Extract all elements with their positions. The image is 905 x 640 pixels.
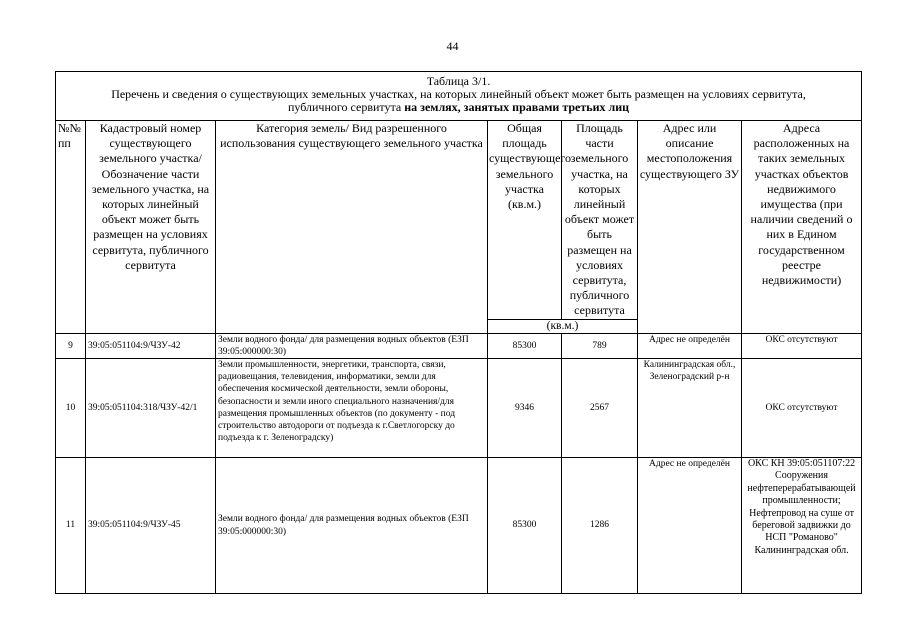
row-num: 9 [56,333,86,358]
caption-line-last: публичного сервитута на землях, занятых правами третьих лиц [287,100,630,114]
table-row [56,458,862,594]
row-total-area: 9346 [488,359,562,458]
header-cadastral: Кадастровый номер существующего земельного участка/ Обозначение части земельного участка, на которых линейный объект может быть размещен на условиях сервитута, публичного сервитута [86,121,216,334]
header-total-area: Общая площадь существующего земельного участка (кв.м.) [488,121,562,320]
row-part-area: 1286 [562,458,638,594]
row-objects: ОКС КН 39:05:051107:22 Сооружения нефтеперерабатывающей промышленности; Нефтепровод на суше от береговой задвижки до НСП "Романово" Калининградская обл. [742,458,862,594]
row-num: 10 [56,359,86,458]
row-address: Калининградская обл., Зеленоградский р-н [638,359,742,458]
row-objects: ОКС отсутствуют [742,359,862,458]
row-cadastral: 39:05:051104:9/ЧЗУ-45 [86,458,216,594]
header-objects: Адреса расположенных на таких земельных участках объектов недвижимого имущества (при наличии сведений о них в Едином государственном реестре недвижимости) [742,121,862,334]
row-objects: ОКС отсутствуют [742,333,862,358]
caption-title: Таблица 3/1. [426,74,491,88]
row-category: Земли водного фонда/ для размещения водных объектов (ЕЗП 39:05:000000:30) [216,333,488,358]
row-num: 11 [56,458,86,594]
header-category: Категория земель/ Вид разрешенного использования существующего земельного участка [216,121,488,334]
unit-label: (кв.м.) [488,319,638,333]
row-cadastral: 39:05:051104:9/ЧЗУ-42 [86,333,216,358]
row-total-area: 85300 [488,458,562,594]
row-address: Адрес не определён [638,458,742,594]
caption-bold: на землях, занятых правами третьих лиц [404,100,630,114]
row-category: Земли водного фонда/ для размещения водных объектов (ЕЗП 39:05:000000:30) [216,458,488,594]
table-row [56,359,862,458]
caption-line: Перечень и сведения о существующих земельных участках, на которых линейный объект может быть размещен на условиях сервитута, [111,87,806,101]
header-part-area: Площадь части земельного участка, на которых линейный объект может быть размещен на условиях сервитута, публичного сервитута [562,121,638,320]
caption-row [56,72,862,121]
row-part-area: 2567 [562,359,638,458]
table-caption [56,72,862,121]
row-cadastral: 39:05:051104:318/ЧЗУ-42/1 [86,359,216,458]
row-category: Земли промышленности, энергетики, транспорта, связи, радиовещания, телевидения, информатики, земли для обеспечения космической деятельности, земли обороны, безопасности и земли иного специального назначения/для размещения промышленных объектов (по документу - под строительство автодороги от подъезда к г.Светлогорску до подъезда к г. Зеленоградску) [216,359,488,458]
land-plots-table [55,71,862,594]
header-row [56,121,862,320]
page-number: 44 [446,39,459,53]
header-num: №№ пп [56,121,86,334]
table-row [56,333,862,358]
row-part-area: 789 [562,333,638,358]
row-total-area: 85300 [488,333,562,358]
row-address: Адрес не определён [638,333,742,358]
header-address: Адрес или описание местоположения существующего ЗУ [638,121,742,334]
